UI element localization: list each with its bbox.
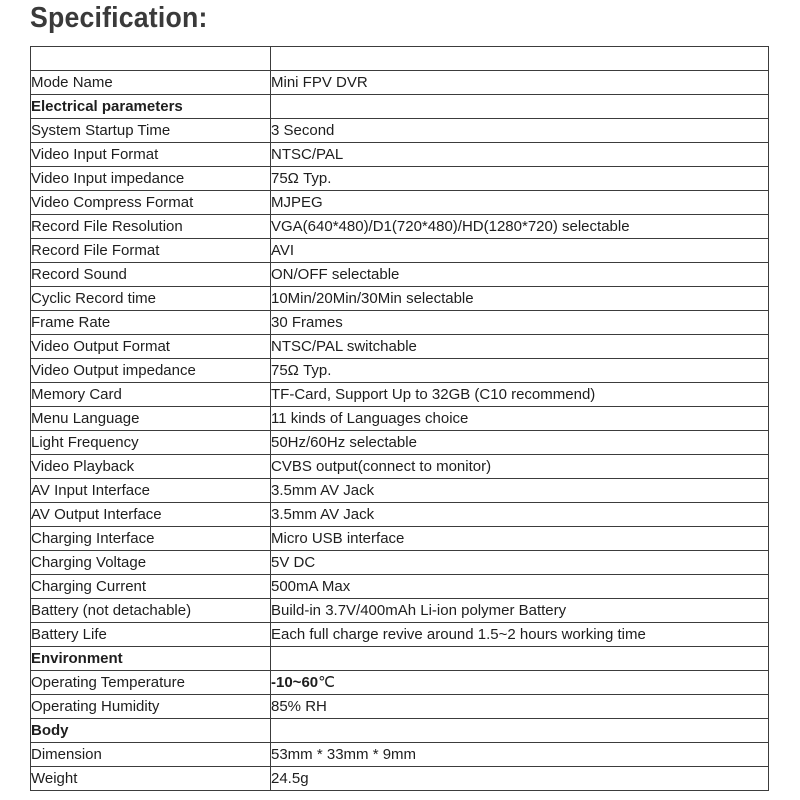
- table-top-spacer: [31, 47, 769, 71]
- spec-value: [271, 647, 769, 671]
- spec-value: TF-Card, Support Up to 32GB (C10 recommend): [271, 383, 769, 407]
- spec-value: NTSC/PAL switchable: [271, 335, 769, 359]
- spec-label: Menu Language: [31, 407, 271, 431]
- spec-value: 5V DC: [271, 551, 769, 575]
- spec-value: [271, 719, 769, 743]
- spec-label: Charging Voltage: [31, 551, 271, 575]
- table-row: [31, 119, 769, 143]
- spec-value: AVI: [271, 239, 769, 263]
- spec-value: 3.5mm AV Jack: [271, 479, 769, 503]
- table-row: [31, 215, 769, 239]
- table-row: [31, 743, 769, 767]
- spec-value: [271, 671, 769, 695]
- spec-label: Video Output impedance: [31, 359, 271, 383]
- table-row: [31, 407, 769, 431]
- spec-value: 3.5mm AV Jack: [271, 503, 769, 527]
- spec-value: 53mm * 33mm * 9mm: [271, 743, 769, 767]
- spec-value: 24.5g: [271, 767, 769, 791]
- section-header-row: [31, 647, 769, 671]
- spec-label: Video Input impedance: [31, 167, 271, 191]
- spec-label: Video Compress Format: [31, 191, 271, 215]
- specification-table: [30, 46, 769, 791]
- spec-label: Frame Rate: [31, 311, 271, 335]
- table-row: [31, 767, 769, 791]
- spec-value: 75Ω Typ.: [271, 167, 769, 191]
- table-row: [31, 671, 769, 695]
- spec-label: Charging Interface: [31, 527, 271, 551]
- spec-label: Video Input Format: [31, 143, 271, 167]
- table-row: [31, 479, 769, 503]
- section-title: Environment: [31, 647, 271, 671]
- spec-value: Each full charge revive around 1.5~2 hours working time: [271, 623, 769, 647]
- spec-value-unit: ℃: [318, 674, 335, 691]
- table-row: [31, 263, 769, 287]
- spec-label: Record File Format: [31, 239, 271, 263]
- spec-value: 11 kinds of Languages choice: [271, 407, 769, 431]
- spec-label: Operating Humidity: [31, 695, 271, 719]
- spec-value: VGA(640*480)/D1(720*480)/HD(1280*720) selectable: [271, 215, 769, 239]
- table-row: [31, 359, 769, 383]
- section-header-row: [31, 95, 769, 119]
- spec-label: Memory Card: [31, 383, 271, 407]
- spec-label: Mode Name: [31, 71, 271, 95]
- spec-label: Video Output Format: [31, 335, 271, 359]
- table-row: [31, 455, 769, 479]
- section-title: Electrical parameters: [31, 95, 271, 119]
- page-title: Specification:: [30, 2, 208, 34]
- spec-value-number: -10~60: [271, 674, 319, 691]
- spec-value: 500mA Max: [271, 575, 769, 599]
- spec-label: Record Sound: [31, 263, 271, 287]
- spec-label: AV Output Interface: [31, 503, 271, 527]
- spec-label: Record File Resolution: [31, 215, 271, 239]
- table-row: [31, 71, 769, 95]
- section-header-row: [31, 719, 769, 743]
- table-row: [31, 527, 769, 551]
- spec-label: Dimension: [31, 743, 271, 767]
- table-row: [31, 191, 769, 215]
- spec-value: Mini FPV DVR: [271, 71, 769, 95]
- table-row: [31, 695, 769, 719]
- table-row: [31, 287, 769, 311]
- table-row: [31, 575, 769, 599]
- spec-value: 3 Second: [271, 119, 769, 143]
- table-row: [31, 383, 769, 407]
- spec-value: MJPEG: [271, 191, 769, 215]
- spec-label: Battery Life: [31, 623, 271, 647]
- spec-value: ON/OFF selectable: [271, 263, 769, 287]
- table-row: [31, 431, 769, 455]
- spec-label: Video Playback: [31, 455, 271, 479]
- spec-value: 30 Frames: [271, 311, 769, 335]
- table-row: [31, 623, 769, 647]
- spec-value: 85% RH: [271, 695, 769, 719]
- spec-label: Weight: [31, 767, 271, 791]
- spec-value: 75Ω Typ.: [271, 359, 769, 383]
- spec-value: Build-in 3.7V/400mAh Li-ion polymer Battery: [271, 599, 769, 623]
- spec-label: Operating Temperature: [31, 671, 271, 695]
- spec-value: Micro USB interface: [271, 527, 769, 551]
- spec-label: Light Frequency: [31, 431, 271, 455]
- spec-label: AV Input Interface: [31, 479, 271, 503]
- table-row: [31, 503, 769, 527]
- section-title: Body: [31, 719, 271, 743]
- spec-label: Cyclic Record time: [31, 287, 271, 311]
- table-row: [31, 167, 769, 191]
- table-row: [31, 551, 769, 575]
- spec-value: [271, 95, 769, 119]
- spec-value: 10Min/20Min/30Min selectable: [271, 287, 769, 311]
- spec-label: System Startup Time: [31, 119, 271, 143]
- spec-value: NTSC/PAL: [271, 143, 769, 167]
- table-row: [31, 239, 769, 263]
- table-row: [31, 599, 769, 623]
- spec-label: Battery (not detachable): [31, 599, 271, 623]
- spec-value: CVBS output(connect to monitor): [271, 455, 769, 479]
- table-row: [31, 335, 769, 359]
- spec-value: 50Hz/60Hz selectable: [271, 431, 769, 455]
- table-row: [31, 311, 769, 335]
- spec-label: Charging Current: [31, 575, 271, 599]
- table-row: [31, 143, 769, 167]
